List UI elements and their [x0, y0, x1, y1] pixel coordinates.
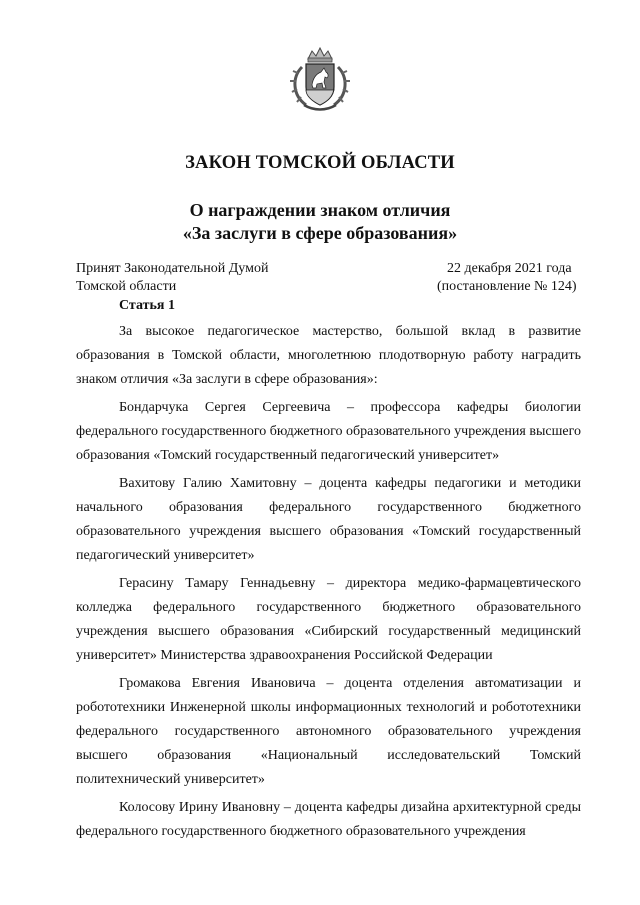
paragraph: Громакова Евгения Ивановича – доцента отделения автоматизации и робототехники Инженерной школы информационных технологий и робототехники федерального государственного автономного образовательного учреждения высшего образования «Национальный исследовательский Томский политехнический университет» — [76, 676, 581, 787]
paragraph: Вахитову Галию Хамитовну – доцента кафедры педагогики и методики начального образования федерального государственного бюджетного образовательного учреждения высшего образования «Томский государственный педагогический университет» — [76, 476, 581, 563]
article-heading: Статья 1 — [119, 298, 175, 313]
paragraph: Герасину Тамару Геннадьевну – директора медико-фармацевтического колледжа федерального государственного бюджетного образовательного учреждения высшего образования «Сибирский государственный медицинский университет» Министерства здравоохранения Российской Федерации — [76, 576, 581, 663]
law-body — [76, 320, 581, 848]
law-title: ЗАКОН ТОМСКОЙ ОБЛАСТИ — [185, 153, 455, 173]
paragraph: За высокое педагогическое мастерство, большой вклад в развитие образования в Томской области, многолетнюю плодотворную работу наградить знаком отличия «За заслуги в сфере образования»: — [76, 324, 581, 387]
adopted-by — [76, 260, 268, 296]
adopted-line-1: Принят Законодательной Думой — [76, 261, 269, 276]
resolution-number: (постановление № 124) — [437, 279, 577, 294]
adoption-date: 22 декабря 2021 года — [447, 261, 572, 276]
adoption-date-block — [437, 260, 577, 296]
law-subtitle — [0, 199, 640, 245]
coat-of-arms-icon — [288, 45, 352, 113]
subtitle-line-2: «За заслуги в сфере образования» — [182, 223, 458, 243]
paragraph: Колосову Ирину Ивановну – доцента кафедры дизайна архитектурной среды федерального государственного бюджетного образовательного учреждения — [76, 800, 581, 839]
subtitle-line-1: О награждении знаком отличия — [189, 200, 451, 220]
paragraph: Бондарчука Сергея Сергеевича – профессора кафедры биологии федерального государственного бюджетного образовательного учреждения высшего образования «Томский государственный педагогический университет» — [76, 400, 581, 463]
adopted-line-2: Томской области — [76, 279, 177, 294]
